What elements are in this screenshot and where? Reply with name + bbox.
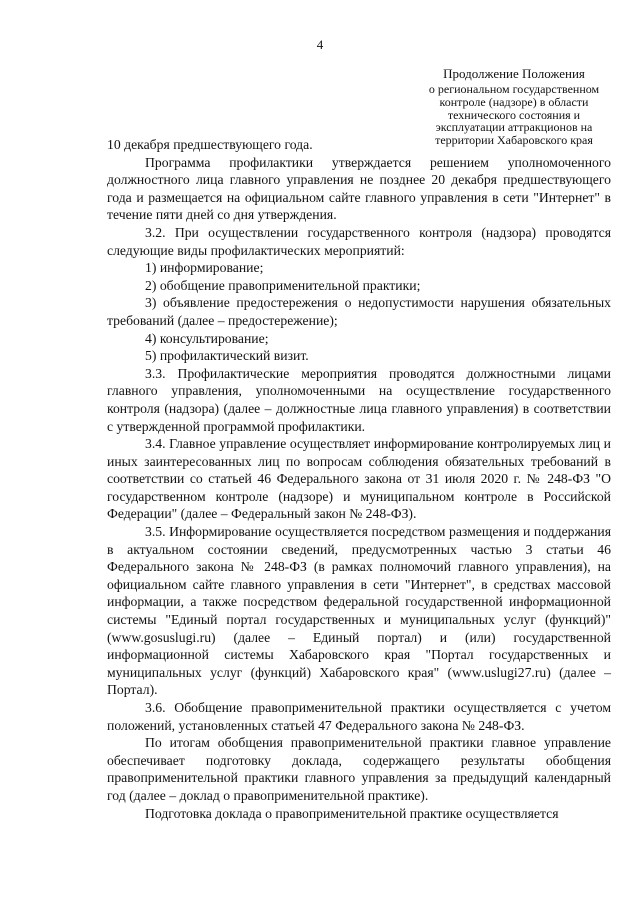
header-line: о региональном государственном	[428, 82, 600, 96]
paragraph: 3.6. Обобщение правоприменительной практики осуществляется с учетом положений, установленных статьей 47 Федерального закона № 248-ФЗ.	[107, 700, 611, 733]
paragraph: Программа профилактики утверждается решением уполномоченного должностного лица главного управления не позднее 20 декабря предшествующего года и размещается на официальном сайте главного управления в сети "Интернет" в течение пяти дней со дня утверждения.	[107, 154, 611, 223]
list-item: 3) объявление предостережения о недопустимости нарушения обязательных требований (далее – предостережение);	[107, 295, 611, 328]
paragraph: 3.4. Главное управление осуществляет информирование контролируемых лиц и иных заинтересованных лиц по вопросам соблюдения обязательных требований в соответствии со статьей 46 Федерального закона от 31 июля 2020 г. № 248-ФЗ "О государственном контроле (надзоре) и муниципальном контроле в Российской Федерации" (далее – Федеральный закон № 248-ФЗ).	[107, 436, 611, 522]
list-item: 5) профилактический визит.	[145, 348, 309, 364]
list-item: 1) информирование;	[145, 260, 264, 276]
page-number: 4	[316, 37, 324, 52]
header-line: технического состояния и	[447, 107, 581, 122]
paragraph: Подготовка доклада о правоприменительной практике осуществляется	[145, 805, 559, 821]
header-title: Продолжение Положения	[443, 66, 585, 81]
list-item: 4) консультирование;	[145, 330, 269, 346]
paragraph: 3.3. Профилактические мероприятия проводятся должностными лицами главного управления, уполномоченными на осуществление государственного контроля (надзора) (далее – должностные лица главного управления) в соответствии с утвержденной программой профилактики.	[107, 365, 611, 434]
list-item: 2) обобщение правоприменительной практики;	[145, 277, 421, 293]
document-header	[400, 66, 628, 147]
paragraph: 3.5. Информирование осуществляется посредством размещения и поддержания в актуальном состоянии сведений, предусмотренных частью 3 статьи 46 Федерального закона № 248-ФЗ (в рамках полномочий главного управления), на официальном сайте главного управления в сети "Интернет", в средствах массовой информации, а также посредством федеральной государственной информационной системы "Единый портал государственных и муниципальных услуг (функций)" (www.gosuslugi.ru) (далее – Единый портал) и (или) государственной информационной системы Хабаровского края "Портал государственных и муниципальных услуг (функций) Хабаровского края" (www.uslugi27.ru) (далее – Портал).	[107, 524, 611, 698]
document-body	[107, 136, 611, 822]
header-line: эксплуатации аттракционов на	[435, 120, 593, 135]
paragraph: 10 декабря предшествующего года.	[107, 137, 313, 152]
header-line: территории Хабаровского края	[435, 133, 593, 148]
paragraph: По итогам обобщения правоприменительной практики главное управление обеспечивает подготовку доклада, содержащего результаты обобщения правоприменительной практики главного управления за предыдущий календарный год (далее – доклад о правоприменительной практике).	[107, 735, 611, 803]
header-line: контроле (надзоре) в области	[439, 94, 589, 109]
paragraph: 3.2. При осуществлении государственного контроля (надзора) проводятся следующие виды профилактических мероприятий:	[107, 224, 611, 258]
